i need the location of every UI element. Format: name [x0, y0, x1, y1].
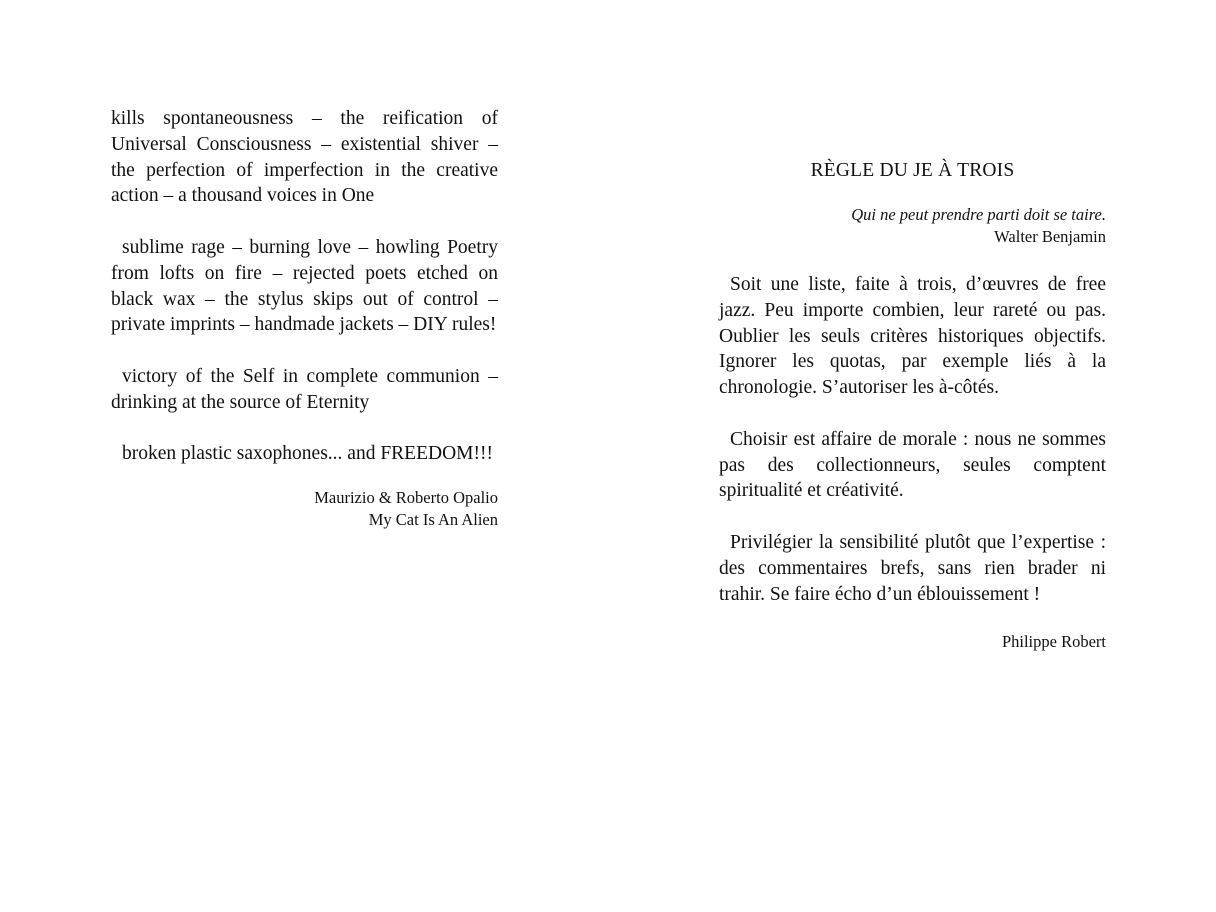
- signature-band: My Cat Is An Alien: [368, 509, 498, 529]
- signature-authors: Maurizio & Roberto Opalio: [314, 488, 498, 508]
- epigraph-quote: Qui ne peut prendre parti doit se taire.: [851, 205, 1106, 224]
- right-page: [608, 0, 1216, 912]
- body-paragraph: Soit une liste, faite à trois, d’œuvres de free jazz. Peu importe combien, leur rareté ou pas. Oublier les seuls critères historiques objectifs. Ignorer les quotas, par exemple liés à la chronologie. S’autoriser les à-côtés.: [719, 274, 1106, 399]
- epigraph-author: Walter Benjamin: [994, 226, 1106, 246]
- right-text-column: [719, 158, 1106, 653]
- body-paragraph: broken plastic saxophones... and FREEDOM!!!: [122, 443, 493, 465]
- page-title: RÈGLE DU JE À TROIS: [810, 160, 1015, 181]
- body-paragraph: sublime rage – burning love – howling Poetry from lofts on fire – rejected poets etched on black wax – the stylus skips out of control – private imprints – handmade jackets – DIY rules!: [111, 236, 498, 336]
- right-signature: Philippe Robert: [1001, 632, 1106, 652]
- left-signature: [111, 487, 498, 530]
- body-paragraph: Choisir est affaire de morale : nous ne sommes pas des collectionneurs, seules comptent spiritualité et créativité.: [719, 428, 1106, 502]
- body-paragraph: victory of the Self in complete communion – drinking at the source of Eternity: [111, 365, 498, 413]
- left-text-column: [111, 106, 498, 530]
- body-paragraph: kills spontaneousness – the reification of Universal Consciousness – existential shiver – the perfection of imperfection in the creative action – a thousand voices in One: [111, 108, 498, 207]
- epigraph: [719, 204, 1106, 247]
- body-paragraph: Privilégier la sensibilité plutôt que l’expertise : des commentaires brefs, sans rien brader ni trahir. Se faire écho d’un éblouissement !: [719, 531, 1106, 605]
